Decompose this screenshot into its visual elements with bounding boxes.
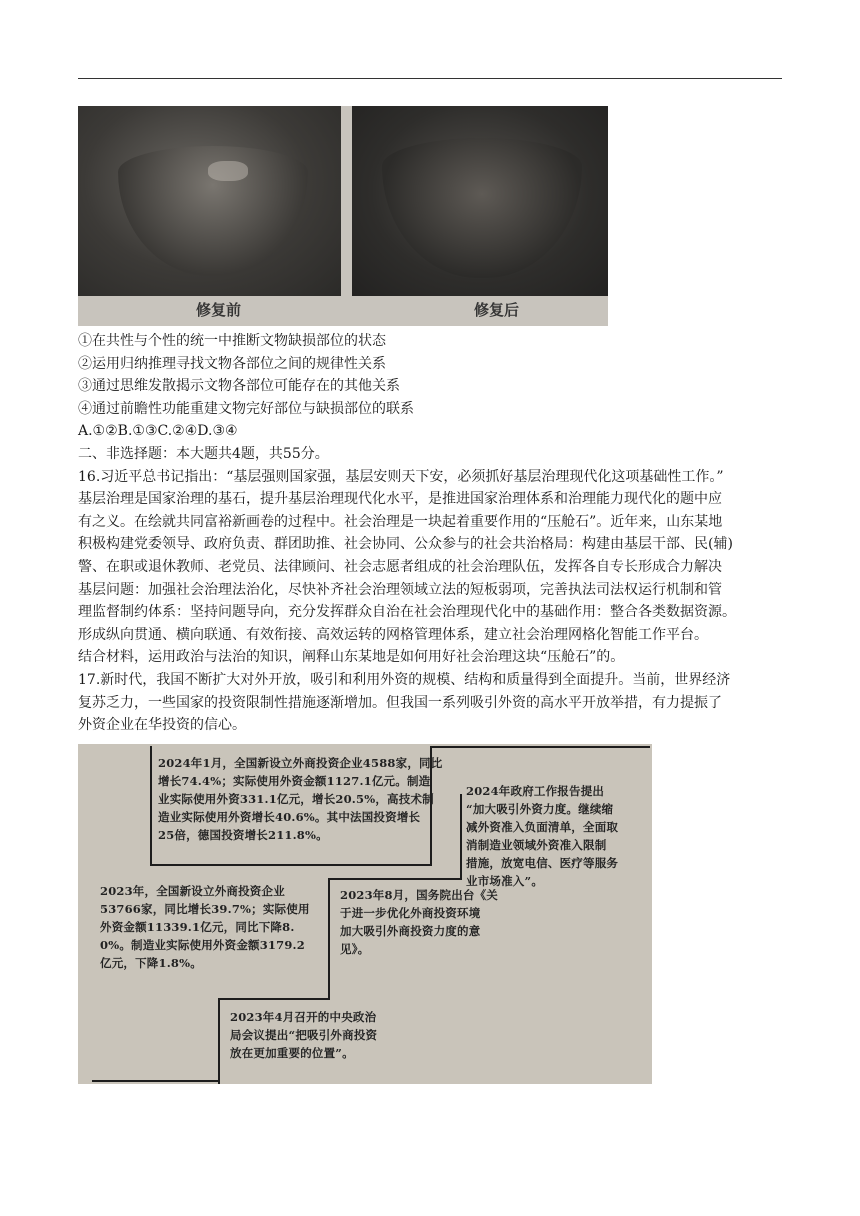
info-line: 2023年，全国新设立外商投资企业	[100, 884, 285, 898]
q16-line: 有之义。在绘就共同富裕新画卷的过程中。社会治理是一块起着重要作用的“压舱石”。近年来，山东某地	[78, 513, 723, 530]
q16-question: 结合材料，运用政治与法治的知识，阐释山东某地是如何用好社会治理这块“压舱石”的。	[78, 649, 625, 666]
step-line	[150, 864, 430, 866]
step-line	[460, 794, 462, 878]
option-3: ③通过思维发散揭示文物各部位可能存在的其他关系	[78, 378, 400, 395]
info-line: 2023年8月，国务院出台《关	[340, 888, 499, 902]
foreign-investment-infographic	[78, 744, 652, 1084]
step-line	[150, 746, 152, 864]
info-line: 2023年4月召开的中央政治	[230, 1010, 377, 1024]
box-2023-august	[340, 886, 498, 958]
question-text-block	[78, 330, 782, 737]
info-line: 消制造业领域外资准入限制	[466, 838, 607, 852]
info-line: 0%。制造业实际使用外资金额3179.2	[100, 938, 305, 952]
info-line: 外资金额11339.1亿元，同比下降8.	[100, 920, 295, 934]
q17-line: 复苏乏力，一些国家的投资限制性措施逐渐增加。但我国一系列吸引外资的高水平开放举措，有力提振了	[78, 694, 722, 711]
q17-line: 外资企业在华投资的信心。	[78, 717, 246, 734]
box-2023-annual	[100, 882, 310, 972]
info-line: 见》。	[340, 942, 370, 956]
info-line: 措施，放宽电信、医疗等服务	[466, 856, 619, 870]
step-line	[218, 998, 330, 1000]
box-2024-january	[158, 754, 442, 844]
info-line: 2024年政府工作报告提出	[466, 784, 605, 798]
q16-line: 积极构建党委领导、政府负责、群团助推、社会协同、公众参与的社会共治格局：构建由基层干部、民(辅)	[78, 536, 733, 553]
info-line: 增长74.4%；实际使用外资金额1127.1亿元。制造	[158, 774, 431, 788]
info-line: 局会议提出“把吸引外商投资	[230, 1028, 378, 1042]
q17-line: 17.新时代，我国不断扩大对外开放，吸引和利用外资的规模、结构和质量得到全面提升。当前，世界经济	[78, 671, 731, 688]
q16-line: 理监督制约体系：坚持问题导向，充分发挥群众自治在社会治理现代化中的基础作用：整合各类数据资源。	[78, 604, 736, 621]
header-rule	[78, 78, 782, 79]
option-2: ②运用归纳推理寻找文物各部位之间的规律性关系	[78, 355, 386, 372]
info-line: 造业实际使用外资增长40.6%。其中法国投资增长	[158, 810, 421, 824]
q16-line: 警、在职或退休教师、老党员、法律顾问、社会志愿者组成的社会治理队伍，发挥各自专长形成合力解决	[78, 558, 722, 575]
q16-line: 基层问题：加强社会治理法治化，尽快补齐社会治理领域立法的短板弱项，完善执法司法权运行机制和管	[78, 581, 722, 598]
info-line: 53766家，同比增长39.7%；实际使用	[100, 902, 310, 916]
step-line	[328, 878, 462, 880]
section-heading: 二、非选择题：本大题共4题，共55分。	[78, 445, 329, 462]
photo-after-repair	[352, 106, 608, 296]
info-line: 加大吸引外商投资力度的意	[340, 924, 481, 938]
info-line: 25倍，德国投资增长211.8%。	[158, 828, 328, 842]
step-line	[92, 1080, 218, 1082]
info-line: 2024年1月，全国新设立外商投资企业4588家，同比	[158, 756, 443, 770]
info-line: 业市场准入”。	[466, 874, 544, 888]
restoration-photo	[78, 106, 608, 326]
step-line	[328, 878, 330, 998]
box-2024-government-report	[466, 782, 618, 890]
answer-choices: A.①②B.①③C.②④D.③④	[78, 423, 238, 440]
step-line	[430, 746, 650, 748]
info-line: 放在更加重要的位置”。	[230, 1046, 354, 1060]
info-line: 亿元，下降1.8%。	[100, 956, 202, 970]
info-line: “加大吸引外资力度。继续缩	[466, 802, 614, 816]
q16-line: 形成纵向贯通、横向联通、有效衔接、高效运转的网格管理体系，建立社会治理网格化智能工作平台。	[78, 626, 708, 643]
option-1: ①在共性与个性的统一中推断文物缺损部位的状态	[78, 333, 386, 349]
q16-line: 基层治理是国家治理的基石，提升基层治理现代化水平，是推进国家治理体系和治理能力现代化的题中应	[78, 491, 722, 508]
caption-before: 修复前	[196, 301, 242, 319]
q16-line: 16.习近平总书记指出：“基层强则国家强，基层安则天下安，必须抓好基层治理现代化这项基础性工作。”	[78, 468, 724, 485]
info-line: 减外资准入负面清单，全面取	[466, 820, 619, 834]
photo-before-repair	[78, 106, 341, 296]
info-line: 于进一步优化外商投资环境	[340, 906, 481, 920]
info-line: 业实际使用外资331.1亿元，增长20.5%，高技术制	[158, 792, 434, 806]
option-4: ④通过前瞻性功能重建文物完好部位与缺损部位的联系	[78, 400, 414, 417]
box-2023-april	[230, 1008, 377, 1062]
step-line	[218, 998, 220, 1084]
caption-after: 修复后	[474, 301, 520, 319]
